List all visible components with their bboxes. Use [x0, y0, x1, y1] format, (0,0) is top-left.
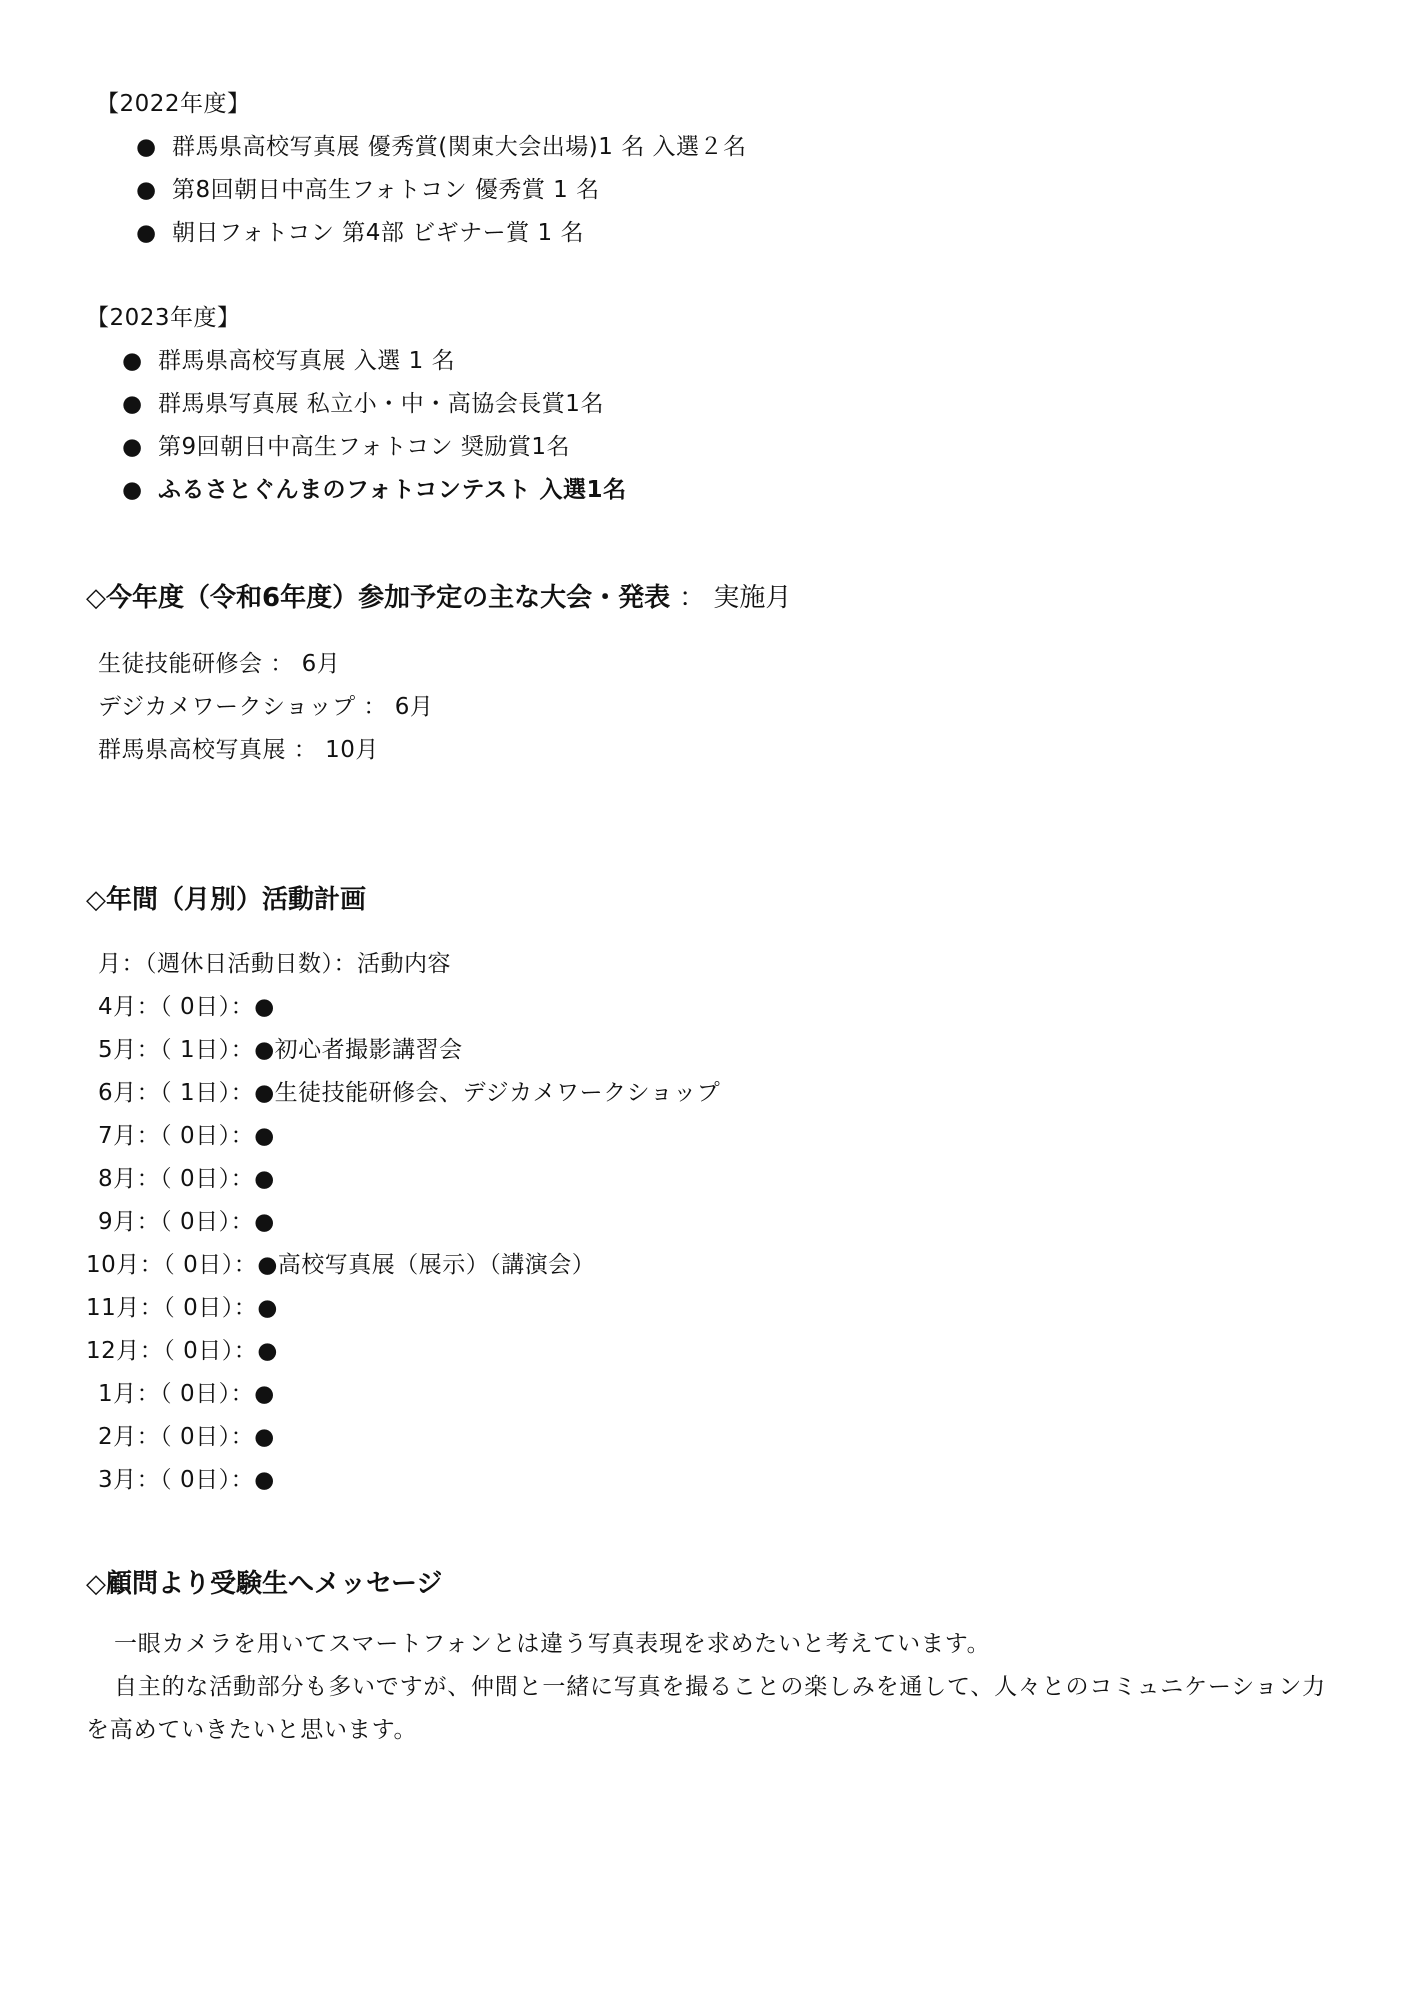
month-row: 2月：（ 0日）：●	[98, 1424, 275, 1450]
month-row: 11月：（ 0日）：●	[86, 1295, 278, 1321]
list-item-text: 第9回朝日中高生フォトコン 奨励賞1名	[158, 434, 571, 460]
message-paragraph: 自主的な活動部分も多いですが、仲間と一緒に写真を撮ることの楽しみを通して、人々とのコミュニケーション力を高めていきたいと思います。	[86, 1674, 1326, 1743]
events-heading-suffix: ： 実施月	[679, 583, 792, 613]
list-item	[122, 431, 570, 463]
month-row: 7月：（ 0日）：●	[98, 1123, 275, 1149]
event-item: デジカメワークショップ ： 6月	[98, 694, 434, 720]
list-item-text: ふるさとぐんまのフォトコンテスト 入選1名	[158, 477, 627, 503]
list-item	[122, 345, 455, 377]
list-item	[136, 131, 747, 163]
bullet-icon: ●	[136, 220, 157, 246]
list-item	[136, 217, 584, 249]
month-row: 4月：（ 0日）：●	[98, 994, 275, 1020]
events-heading-text: ◇今年度（令和6年度）参加予定の主な大会・発表	[86, 583, 671, 613]
month-row: 5月：（ 1日）：●初心者撮影講習会	[98, 1037, 463, 1063]
bullet-icon: ●	[136, 134, 157, 160]
event-item: 群馬県高校写真展 ： 10月	[98, 737, 379, 763]
month-row: 6月：（ 1日）：●生徒技能研修会、デジカメワークショップ	[98, 1080, 721, 1106]
plan-heading: ◇年間（月別）活動計画	[86, 885, 366, 915]
message-paragraph: 一眼カメラを用いてスマートフォンとは違う写真表現を求めたいと考えています。	[114, 1631, 991, 1657]
bullet-icon: ●	[122, 348, 143, 374]
list-item-text: 第8回朝日中高生フォトコン 優秀賞 1 名	[172, 177, 600, 203]
bullet-icon: ●	[122, 477, 143, 503]
list-item-text: 群馬県高校写真展 優秀賞(関東大会出場)1 名 入選２名	[172, 134, 747, 160]
event-item: 生徒技能研修会 ： 6月	[98, 651, 341, 677]
list-item	[136, 174, 600, 206]
month-row: 12月：（ 0日）：●	[86, 1338, 278, 1364]
year-2023-heading: 【2023年度】	[86, 305, 241, 331]
month-row: 1月：（ 0日）：●	[98, 1381, 275, 1407]
events-heading	[86, 580, 791, 616]
bullet-icon: ●	[136, 177, 157, 203]
month-row: 3月：（ 0日）：●	[98, 1467, 275, 1493]
list-item	[122, 474, 627, 506]
message-heading: ◇顧問より受験生へメッセージ	[86, 1569, 443, 1599]
year-2022-heading: 【2022年度】	[96, 91, 251, 117]
bullet-icon: ●	[122, 434, 143, 460]
list-item-text: 群馬県写真展 私立小・中・高協会長賞1名	[158, 391, 604, 417]
bullet-icon: ●	[122, 391, 143, 417]
message-body	[86, 1623, 1346, 1752]
list-item	[122, 388, 604, 420]
month-row: 10月：（ 0日）：●高校写真展（展示）（講演会）	[86, 1252, 596, 1278]
list-item-text: 朝日フォトコン 第4部 ビギナー賞 1 名	[172, 220, 584, 246]
plan-header: 月：（週休日活動日数）：活動内容	[98, 951, 451, 977]
list-item-text: 群馬県高校写真展 入選 1 名	[158, 348, 456, 374]
month-row: 9月：（ 0日）：●	[98, 1209, 275, 1235]
month-row: 8月：（ 0日）：●	[98, 1166, 275, 1192]
